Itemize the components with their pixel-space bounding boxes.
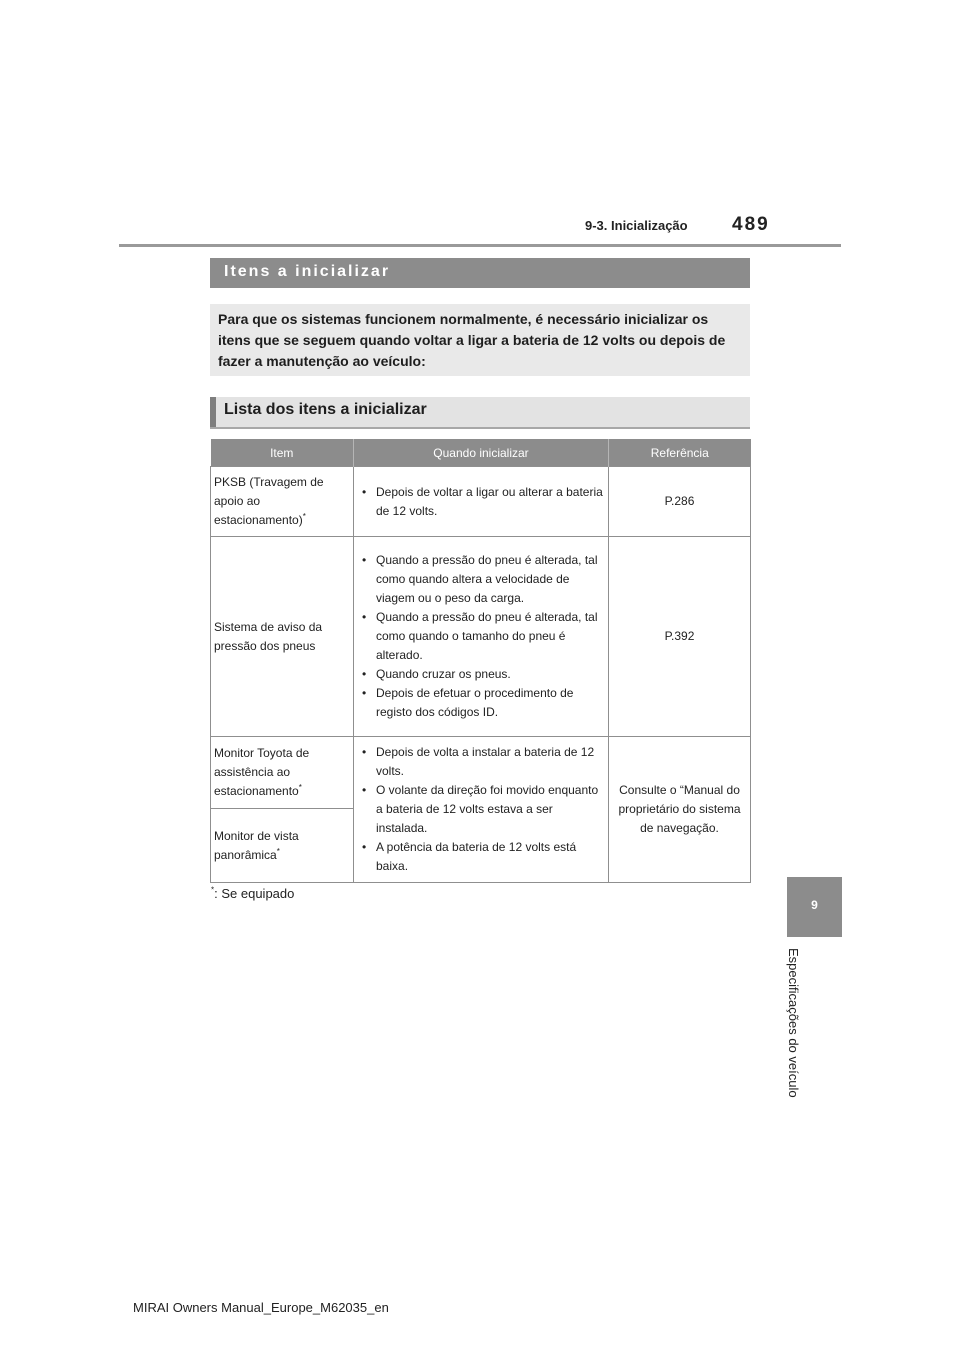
- footnote-text: : Se equipado: [214, 886, 295, 901]
- page-number: 489: [732, 214, 770, 235]
- when-bullet: • A potência da bateria de 12 volts está baixa.: [358, 838, 604, 876]
- section-banner: [210, 258, 750, 288]
- when-bullet: • Quando a pressão do pneu é alterada, tal como quando o tamanho do pneu é alterado.: [358, 608, 604, 665]
- when-cell: [354, 537, 609, 737]
- when-bullet: • O volante da direção foi movido enquanto a bateria de 12 volts estava a ser instalada.: [358, 781, 604, 838]
- subheading-accent-bar: [210, 397, 216, 427]
- init-items-table: [210, 439, 751, 883]
- reference-cell: Consulte o “Manual do proprietário do sistema de navegação.: [609, 737, 751, 883]
- chapter-tab-divider: [787, 936, 842, 937]
- footnote-marker: *: [302, 512, 306, 521]
- when-cell: [354, 467, 609, 537]
- column-header-item: Item: [211, 439, 354, 467]
- when-bullet: • Quando cruzar os pneus.: [358, 665, 604, 684]
- footnote-marker: *: [276, 846, 280, 856]
- item-cell: Sistema de aviso da pressão dos pneus: [211, 537, 354, 737]
- when-bullet: • Depois de efetuar o procedimento de registo dos códigos ID.: [358, 684, 604, 722]
- intro-box: [210, 304, 750, 376]
- when-bullet: • Quando a pressão do pneu é alterada, tal como quando altera a velocidade de viagem ou o peso da carga.: [358, 551, 604, 608]
- when-bullet: • Depois de voltar a ligar ou alterar a bateria de 12 volts.: [358, 483, 604, 521]
- when-cell: [354, 737, 609, 883]
- subheading-title: Lista dos itens a inicializar: [224, 401, 427, 418]
- item-cell: [211, 737, 354, 809]
- item-name: Monitor Toyota de assistência ao estacionamento: [214, 746, 310, 799]
- reference-cell: P.286: [609, 467, 751, 537]
- column-header-reference: Referência: [609, 439, 751, 467]
- reference-cell: P.392: [609, 537, 751, 737]
- chapter-tab-label-wrap: [786, 948, 806, 1128]
- chapter-tab-label: Especificações do veículo: [786, 948, 801, 1098]
- footer-text: MIRAI Owners Manual_Europe_M62035_en: [133, 1300, 389, 1315]
- when-bullet: • Depois de volta a instalar a bateria de 12 volts.: [358, 743, 604, 781]
- item-cell: [211, 467, 354, 537]
- intro-text: Para que os sistemas funcionem normalmente, é necessário inicializar os itens que se seguem quando voltar a ligar a bateria de 12 volts ou depois de fazer a manutenção ao veículo:: [218, 311, 726, 369]
- section-label: 9-3. Inicialização: [585, 218, 688, 233]
- table-row: [211, 537, 751, 737]
- item-cell: [211, 809, 354, 883]
- header-rule: [119, 244, 841, 247]
- table-row: [211, 737, 751, 809]
- footnote: [211, 886, 294, 901]
- footnote-marker: *: [298, 783, 302, 793]
- subheading: [210, 397, 750, 429]
- chapter-tab: [787, 877, 842, 936]
- section-banner-title: Itens a inicializar: [224, 263, 391, 280]
- column-header-when: Quando inicializar: [354, 439, 609, 467]
- table-header-row: [211, 439, 751, 467]
- chapter-tab-number: 9: [811, 898, 818, 912]
- table-row: [211, 467, 751, 537]
- item-name: PKSB (Travagem de apoio ao estacionamento): [214, 475, 324, 527]
- footnote-asterisk: *: [211, 885, 215, 895]
- item-name: Monitor de vista panorâmica: [214, 828, 299, 862]
